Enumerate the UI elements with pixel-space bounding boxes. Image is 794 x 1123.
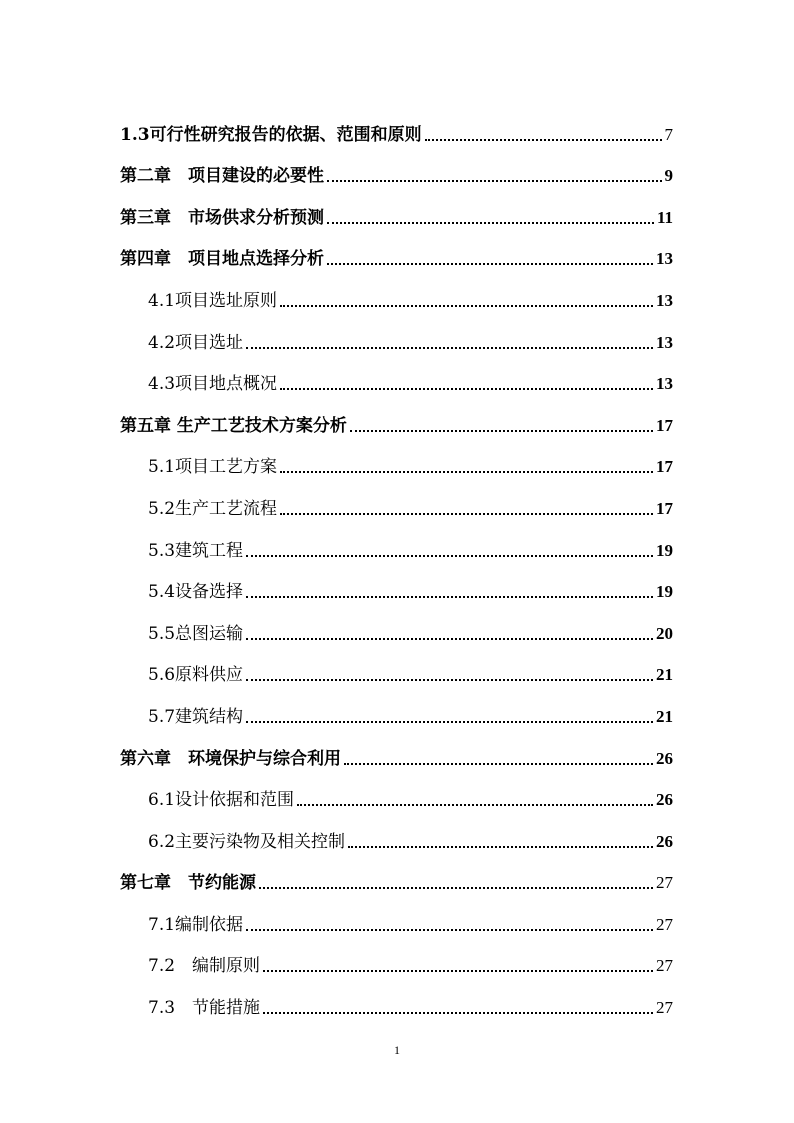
toc-entry-title: 5.6原料供应 bbox=[148, 665, 244, 686]
dot-leader bbox=[327, 263, 653, 265]
dot-leader bbox=[425, 139, 662, 141]
toc-entry-page: 27 bbox=[656, 873, 673, 893]
toc-entry-page: 19 bbox=[656, 540, 673, 560]
toc-entry[interactable] bbox=[120, 311, 673, 353]
toc-entry[interactable] bbox=[120, 519, 673, 561]
dot-leader bbox=[263, 1012, 653, 1014]
toc-entry[interactable] bbox=[120, 477, 673, 519]
toc-entry-page: 13 bbox=[656, 332, 673, 352]
toc-entry-title: 7.3 节能措施 bbox=[148, 998, 261, 1019]
dot-leader bbox=[280, 388, 653, 390]
dot-leader bbox=[327, 222, 654, 224]
dot-leader bbox=[246, 347, 653, 349]
toc-entry[interactable] bbox=[120, 976, 673, 1018]
toc-entry[interactable] bbox=[120, 644, 673, 686]
toc-entry-page: 7 bbox=[664, 124, 673, 144]
toc-entry-title: 6.2主要污染物及相关控制 bbox=[148, 831, 346, 852]
dot-leader bbox=[280, 305, 653, 307]
toc-entry-title: 第二章 项目建设的必要性 bbox=[120, 166, 324, 187]
toc-entry[interactable] bbox=[120, 810, 673, 852]
toc-entry[interactable] bbox=[120, 436, 673, 478]
toc-entry[interactable] bbox=[120, 602, 673, 644]
toc-entry-title: 第三章 市场供求分析预测 bbox=[120, 207, 324, 228]
toc-entry-page: 21 bbox=[656, 665, 673, 685]
toc-entry[interactable] bbox=[120, 852, 673, 894]
dot-leader bbox=[259, 887, 653, 889]
dot-leader bbox=[344, 763, 653, 765]
toc-entry-page: 27 bbox=[656, 998, 673, 1018]
dot-leader bbox=[280, 471, 653, 473]
toc-entry-title: 第四章 项目地点选择分析 bbox=[120, 249, 324, 270]
toc-entry-title: 5.4设备选择 bbox=[148, 582, 244, 603]
toc-entry-page: 20 bbox=[656, 623, 673, 643]
toc-entry[interactable] bbox=[120, 353, 673, 395]
table-of-contents bbox=[120, 103, 673, 1018]
toc-entry-page: 11 bbox=[656, 207, 673, 227]
toc-entry[interactable] bbox=[120, 685, 673, 727]
dot-leader bbox=[246, 721, 653, 723]
toc-entry[interactable] bbox=[120, 561, 673, 603]
toc-entry-page: 19 bbox=[656, 582, 673, 602]
toc-entry-title: 5.3建筑工程 bbox=[148, 540, 244, 561]
toc-entry-page: 17 bbox=[656, 457, 673, 477]
toc-entry-page: 13 bbox=[656, 249, 673, 269]
page-number: 1 bbox=[394, 1043, 400, 1057]
toc-entry-page: 21 bbox=[656, 706, 673, 726]
toc-entry[interactable] bbox=[120, 769, 673, 811]
toc-entry-page: 27 bbox=[656, 914, 673, 934]
dot-leader bbox=[246, 679, 653, 681]
toc-entry[interactable] bbox=[120, 394, 673, 436]
toc-entry[interactable] bbox=[120, 269, 673, 311]
toc-entry[interactable] bbox=[120, 103, 673, 145]
toc-entry-title: 第五章 生产工艺技术方案分析 bbox=[120, 415, 347, 436]
dot-leader bbox=[246, 638, 653, 640]
toc-entry[interactable] bbox=[120, 893, 673, 935]
toc-entry-title: 第六章 环境保护与综合利用 bbox=[120, 748, 341, 769]
toc-entry-title: 5.7建筑结构 bbox=[148, 706, 244, 727]
dot-leader bbox=[297, 804, 653, 806]
dot-leader bbox=[246, 555, 653, 557]
toc-entry-title: 6.1设计依据和范围 bbox=[148, 790, 295, 811]
toc-entry-title: 5.2生产工艺流程 bbox=[148, 498, 278, 519]
toc-entry-title: 7.2 编制原则 bbox=[148, 956, 261, 977]
toc-entry-title: 7.1编制依据 bbox=[148, 914, 244, 935]
dot-leader bbox=[246, 596, 653, 598]
toc-entry-page: 26 bbox=[656, 831, 673, 851]
toc-entry-title: 4.2项目选址 bbox=[148, 332, 244, 353]
toc-entry-page: 13 bbox=[656, 290, 673, 310]
toc-entry[interactable] bbox=[120, 145, 673, 187]
toc-entry-title: 第七章 节约能源 bbox=[120, 873, 256, 894]
toc-entry-page: 9 bbox=[664, 166, 673, 186]
toc-entry-page: 17 bbox=[656, 498, 673, 518]
dot-leader bbox=[280, 513, 653, 515]
dot-leader bbox=[246, 929, 653, 931]
toc-entry[interactable] bbox=[120, 228, 673, 270]
toc-entry-title: 5.1项目工艺方案 bbox=[148, 457, 278, 478]
dot-leader bbox=[327, 180, 662, 182]
toc-entry-title: 1.3可行性研究报告的依据、范围和原则 bbox=[120, 124, 422, 145]
dot-leader bbox=[350, 430, 653, 432]
dot-leader bbox=[263, 970, 653, 972]
toc-entry-title: 5.5总图运输 bbox=[148, 623, 244, 644]
toc-entry-page: 17 bbox=[656, 415, 673, 435]
toc-entry[interactable] bbox=[120, 186, 673, 228]
toc-entry-page: 27 bbox=[656, 956, 673, 976]
toc-entry[interactable] bbox=[120, 727, 673, 769]
toc-entry-title: 4.1项目选址原则 bbox=[148, 290, 278, 311]
toc-entry-page: 26 bbox=[656, 790, 673, 810]
dot-leader bbox=[348, 846, 653, 848]
toc-entry-page: 13 bbox=[656, 374, 673, 394]
toc-entry-title: 4.3项目地点概况 bbox=[148, 374, 278, 395]
toc-entry[interactable] bbox=[120, 935, 673, 977]
toc-entry-page: 26 bbox=[656, 748, 673, 768]
